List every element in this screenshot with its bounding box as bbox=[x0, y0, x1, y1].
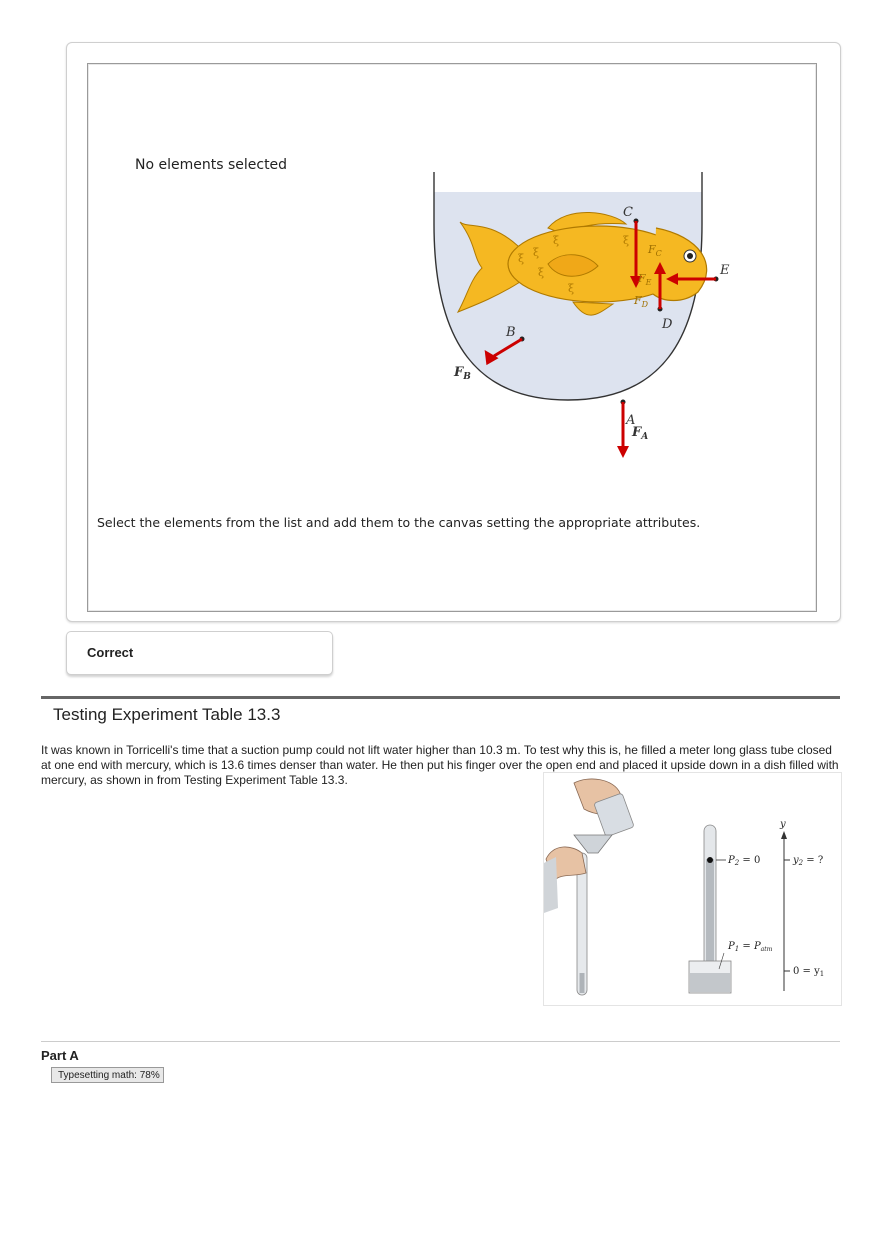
svg-text:ξ: ξ bbox=[518, 252, 525, 265]
section-title: Testing Experiment Table 13.3 bbox=[53, 705, 281, 724]
force-label-d: $F_D$ bbox=[634, 294, 649, 309]
force-label-c: $F_C$ bbox=[648, 243, 662, 258]
torricelli-diagram bbox=[544, 773, 841, 1005]
label-a: A bbox=[626, 413, 636, 428]
feedback-correct: Correct bbox=[87, 645, 134, 660]
drawing-panel bbox=[66, 42, 841, 622]
y2-label: $y_2$ = ? bbox=[793, 855, 824, 867]
feedback-box bbox=[66, 631, 333, 675]
y1-label: $0 = y_1$ bbox=[793, 966, 825, 978]
section-divider bbox=[41, 696, 840, 699]
svg-text:ξ: ξ bbox=[553, 234, 560, 247]
label-d: D bbox=[662, 317, 673, 332]
force-label-a: $F_A$ bbox=[632, 425, 649, 442]
svg-text:ξ: ξ bbox=[533, 246, 540, 259]
label-e: E bbox=[720, 263, 730, 278]
drawing-canvas[interactable] bbox=[87, 63, 817, 612]
torricelli-figure bbox=[543, 772, 842, 1006]
force-arrow-a bbox=[617, 400, 629, 459]
part-divider bbox=[41, 1041, 840, 1042]
part-a-heading: Part A bbox=[41, 1048, 79, 1063]
y-axis bbox=[779, 819, 824, 991]
problem-text: It was known in Torricelli's time that a suction pump could not lift water higher than 10.3 m. To test why this is, he filled a meter long glass tube closed at one end with mercury, which is 13.6 times denser than water. He then put his finger over the open end and placed it upside down in a dish filled with mercury, as shown in from Testing Experiment Table 13.3. bbox=[41, 743, 839, 787]
p1-label: $P_1 = P_{atm}$ bbox=[728, 941, 773, 953]
canvas-instruction: Select the elements from the list and add them to the canvas setting the appropriate attributes. bbox=[97, 515, 701, 530]
fish-bowl-diagram bbox=[398, 164, 730, 474]
label-b: B bbox=[506, 325, 516, 340]
svg-text:ξ: ξ bbox=[623, 234, 630, 247]
label-c: C bbox=[623, 205, 633, 220]
force-label-b: $F_B$ bbox=[454, 365, 471, 382]
svg-text:ξ: ξ bbox=[538, 266, 545, 279]
p2-label: $P_2 = 0$ bbox=[728, 855, 761, 867]
pouring-illustration bbox=[544, 779, 634, 995]
force-label-e: $F_E$ bbox=[638, 272, 652, 287]
selection-status: No elements selected bbox=[135, 157, 288, 173]
svg-text:ξ: ξ bbox=[568, 282, 575, 295]
tube-illustration bbox=[689, 825, 773, 993]
typesetting-status: Typesetting math: 78% bbox=[51, 1067, 164, 1083]
y-axis-label: y bbox=[780, 819, 786, 830]
